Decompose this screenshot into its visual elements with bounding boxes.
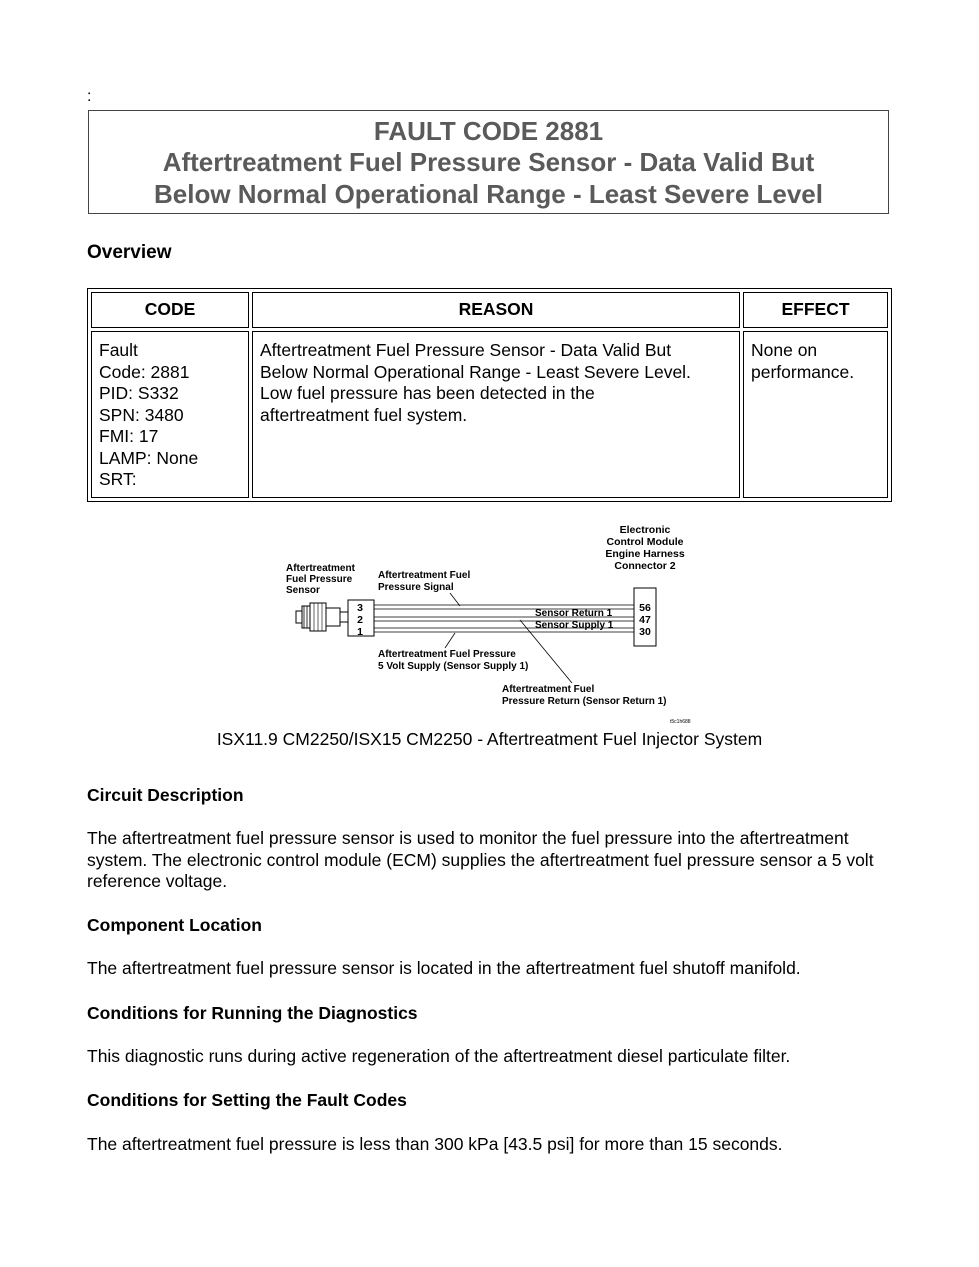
- overview-heading: Overview: [87, 242, 172, 263]
- return-label-line: Aftertreatment Fuel: [502, 684, 595, 695]
- code-line: SPN: 3480: [99, 404, 184, 425]
- code-line: PID: S332: [99, 383, 179, 403]
- signal-label-line: Aftertreatment Fuel: [378, 570, 471, 581]
- ecm-label-line: Connector 2: [614, 560, 676, 572]
- ecm-label-line: Engine Harness: [605, 548, 685, 560]
- ecm-pin-number: 47: [639, 614, 651, 626]
- fault-title-line-3: Below Normal Operational Range - Least Severe Level: [153, 179, 823, 209]
- supply-label-line: 5 Volt Supply (Sensor Supply 1): [378, 661, 529, 672]
- reason-cell: [252, 331, 740, 498]
- fault-title-box: [88, 110, 889, 214]
- ecm-label-line: Electronic: [619, 524, 671, 536]
- supply-leader-line: [445, 633, 455, 648]
- fault-code-title: FAULT CODE 2881: [373, 116, 604, 146]
- signal-leader-line: [450, 593, 460, 606]
- code-line: Fault: [99, 340, 138, 360]
- table-header-row: [91, 292, 888, 328]
- code-line: Code: 2881: [99, 361, 190, 382]
- figure-caption: ISX11.9 CM2250/ISX15 CM2250 - Aftertreatment Fuel Injector System: [216, 729, 763, 749]
- ecm-label-line: Control Module: [606, 536, 684, 548]
- component-location-heading: Component Location: [87, 915, 262, 935]
- header-effect: EFFECT: [743, 292, 888, 328]
- supply-label-line: Aftertreatment Fuel Pressure: [378, 649, 516, 660]
- ecm-pin-number: 56: [639, 602, 651, 614]
- table-row: [91, 331, 888, 498]
- sensor-pin-number: 3: [357, 602, 363, 614]
- circuit-description-heading: Circuit Description: [87, 785, 244, 805]
- overview-table: [87, 288, 892, 502]
- sensor-pin-number: 2: [357, 614, 363, 626]
- supply-wire-label: Sensor Supply 1: [535, 620, 614, 631]
- setting-fault-codes-heading: Conditions for Setting the Fault Codes: [87, 1090, 407, 1110]
- setting-fault-codes-text: The aftertreatment fuel pressure is less than 300 kPa [43.5 psi] for more than 15 seconds.: [87, 1134, 783, 1154]
- code-line: LAMP: None: [99, 447, 199, 468]
- running-diagnostics-heading: Conditions for Running the Diagnostics: [87, 1003, 418, 1023]
- circuit-description-text: The aftertreatment fuel pressure sensor is used to monitor the fuel pressure into the aftertreatment system. The electronic control module (ECM) supplies the aftertreatment fuel pressure sensor a 5 volt reference voltage.: [87, 828, 874, 891]
- sensor-pin-number: 1: [357, 626, 363, 638]
- sensor-label-line: Fuel Pressure: [286, 574, 353, 585]
- reason-line: Low fuel pressure has been detected in the: [260, 383, 595, 403]
- code-cell: [91, 331, 249, 498]
- wiring-diagram: [280, 520, 700, 725]
- figure-id: t5c1h688: [670, 719, 691, 725]
- code-line: FMI: 17: [99, 426, 159, 446]
- header-code: CODE: [91, 292, 249, 328]
- reason-line: Below Normal Operational Range - Least Severe Level.: [260, 361, 691, 382]
- effect-line: performance.: [751, 361, 855, 382]
- reason-line: Aftertreatment Fuel Pressure Sensor - Data Valid But: [260, 340, 672, 360]
- fault-title-line-2: Aftertreatment Fuel Pressure Sensor - Data Valid But: [162, 147, 815, 177]
- sensor-label-line: Aftertreatment: [286, 563, 355, 574]
- header-reason: REASON: [252, 292, 740, 328]
- sensor-label-line: Sensor: [286, 585, 320, 596]
- effect-line: None on: [751, 340, 818, 360]
- return-wire-label: Sensor Return 1: [535, 608, 613, 619]
- running-diagnostics-text: This diagnostic runs during active regeneration of the aftertreatment diesel particulate filter.: [87, 1046, 791, 1066]
- sensor-icon: [296, 603, 348, 631]
- ecm-pin-number: 30: [639, 626, 651, 638]
- code-line: SRT:: [99, 469, 137, 489]
- return-label-line: Pressure Return (Sensor Return 1): [502, 696, 667, 707]
- leading-colon: :: [87, 88, 92, 105]
- component-location-text: The aftertreatment fuel pressure sensor is located in the aftertreatment fuel shutoff manifold.: [87, 958, 801, 978]
- effect-cell: [743, 331, 888, 498]
- reason-line: aftertreatment fuel system.: [260, 404, 468, 425]
- signal-label-line: Pressure Signal: [378, 582, 454, 593]
